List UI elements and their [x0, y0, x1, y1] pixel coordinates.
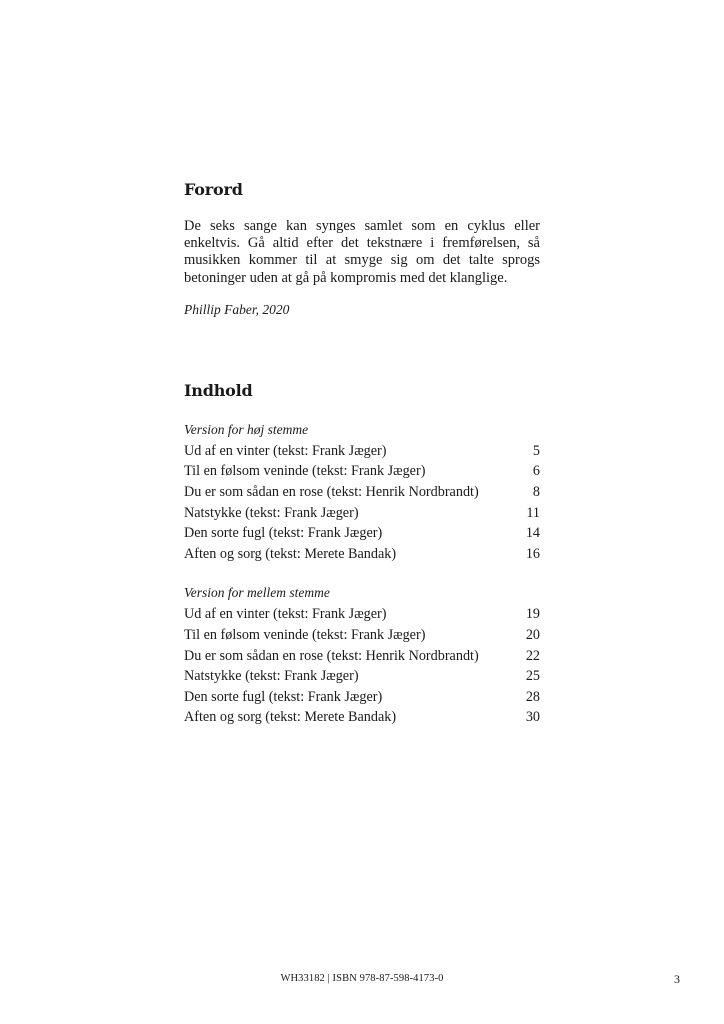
toc-entry-page: 22: [525, 647, 540, 664]
toc-entry: [184, 461, 540, 482]
toc-entry-title: Aften og sorg (tekst: Merete Bandak): [184, 709, 397, 726]
toc-entry-title: Til en følsom veninde (tekst: Frank Jæger): [184, 626, 426, 643]
preface-title: Forord: [184, 180, 243, 199]
toc-entry-title: Du er som sådan en rose (tekst: Henrik Nordbrandt): [184, 484, 479, 500]
toc-entry-title: Natstykke (tekst: Frank Jæger): [184, 668, 359, 685]
toc-entry-title: Du er som sådan en rose (tekst: Henrik Nordbrandt): [184, 647, 479, 664]
toc-entry-title: Til en følsom veninde (tekst: Frank Jæger): [184, 463, 426, 480]
toc-entry-page: 8: [532, 484, 540, 500]
toc-entry-title: Ud af en vinter (tekst: Frank Jæger): [184, 442, 387, 459]
toc-entry: [184, 625, 540, 646]
toc-group-high-voice: [184, 421, 540, 565]
toc-entry-page: 25: [525, 668, 540, 685]
toc-entry: [184, 666, 540, 687]
preface-section: [184, 176, 540, 319]
toc-entry-title: Ud af en vinter (tekst: Frank Jæger): [184, 606, 387, 623]
toc-entry-page: 5: [532, 442, 540, 459]
page-number: 3: [674, 972, 680, 986]
toc-entry: [184, 707, 540, 728]
preface-signature: Phillip Faber, 2020: [184, 301, 290, 317]
contents-title: Indhold: [184, 380, 253, 400]
toc-entry-page: 28: [525, 688, 540, 705]
toc-entry: [184, 523, 540, 544]
preface-text: De seks sange kan synges samlet som en cyklus eller enkeltvis. Gå altid efter det tekstnære i fremførelsen, så musikken kommer til at smyge sig om det talte sprogs betoninger uden at gå på kompromis med det klanglige.: [184, 218, 540, 286]
contents-section: [184, 377, 540, 728]
toc-entry-page: 6: [532, 463, 540, 480]
toc-entry-page: 19: [525, 606, 540, 623]
toc-group-heading: Version for mellem stemme: [184, 585, 330, 601]
toc-entry-page: 30: [525, 709, 540, 726]
toc-entry-page: 14: [525, 525, 540, 542]
footer-isbn: WH33182 | ISBN 978-87-598-4173-0: [280, 973, 444, 984]
toc-entry-page: 16: [525, 545, 540, 562]
toc-entry-page: 20: [525, 626, 540, 643]
toc-entry-title: Natstykke (tekst: Frank Jæger): [184, 504, 359, 521]
toc-entry: [184, 441, 540, 462]
toc-entry-title: Den sorte fugl (tekst: Frank Jæger): [184, 525, 383, 542]
toc-group-heading: Version for høj stemme: [184, 421, 309, 437]
toc-entry: [184, 646, 540, 667]
toc-group-medium-voice: [184, 584, 540, 728]
toc-entry-title: Den sorte fugl (tekst: Frank Jæger): [184, 688, 383, 705]
page-content: [184, 176, 540, 728]
toc-entry: [184, 503, 540, 524]
toc-entry: [184, 687, 540, 708]
toc-entry: [184, 604, 540, 625]
toc-entry: [184, 482, 540, 503]
toc-entry-title: Aften og sorg (tekst: Merete Bandak): [184, 545, 397, 562]
toc-entry-page: 11: [526, 504, 540, 521]
toc-entry: [184, 544, 540, 565]
